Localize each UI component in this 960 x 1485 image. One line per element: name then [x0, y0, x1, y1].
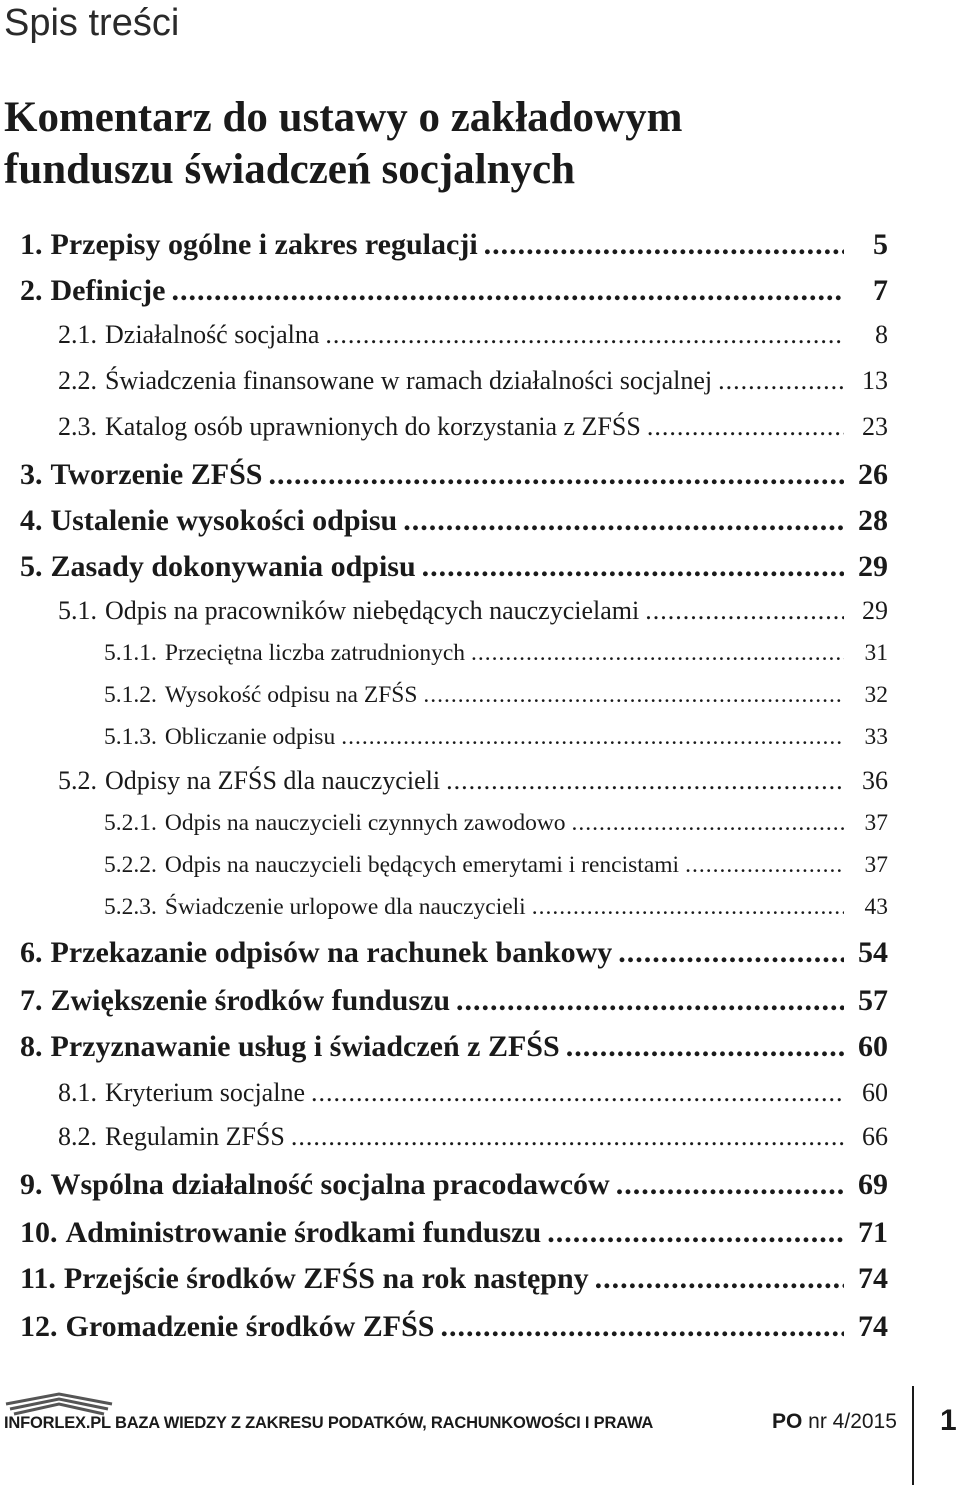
toc-entry-page: 54	[858, 936, 888, 969]
toc-entry-page: 37	[864, 810, 888, 836]
toc-leader-dots	[532, 894, 844, 921]
toc-entry[interactable]	[20, 984, 888, 1018]
toc-entry[interactable]	[20, 1168, 888, 1202]
toc-entry-title: Przepisy ogólne i zakres regulacji	[50, 228, 478, 261]
toc-entry-page: 60	[858, 1030, 888, 1063]
toc-leader-dots	[446, 766, 844, 796]
toc-entry-page: 8	[875, 320, 888, 349]
toc-entry[interactable]	[20, 1030, 888, 1064]
toc-leader-dots	[171, 274, 844, 308]
toc-entry-title: Katalog osób uprawnionych do korzystania z ZFŚS	[105, 412, 641, 441]
toc-leader-dots	[647, 412, 844, 442]
toc-leader-dots	[403, 504, 844, 538]
toc-entry-number: 5.2.3.	[104, 894, 157, 920]
toc-entry-number: 2.2.	[58, 366, 97, 395]
toc-entry-title: Przyznawanie usług i świadczeń z ZFŚS	[50, 1030, 560, 1063]
book-title	[4, 92, 682, 196]
toc-leader-dots	[595, 1262, 844, 1296]
toc-leader-dots	[423, 682, 844, 709]
toc-entry-title: Świadczenie urlopowe dla nauczycieli	[164, 894, 526, 920]
toc-entry-number: 5.2.1.	[104, 810, 157, 836]
toc-entry-title: Tworzenie ZFŚS	[50, 458, 263, 491]
toc-leader-dots	[718, 366, 844, 396]
toc-entry[interactable]	[20, 1310, 888, 1344]
toc-entry-page: 32	[864, 682, 888, 708]
toc-leader-dots	[325, 320, 844, 350]
toc-entry-number: 9.	[20, 1168, 43, 1201]
toc-entry[interactable]	[20, 936, 888, 970]
toc-entry-page: 60	[862, 1078, 888, 1107]
toc-entry[interactable]	[104, 724, 888, 751]
toc-entry[interactable]	[58, 1122, 888, 1152]
page-number: 1	[940, 1404, 957, 1437]
toc-leader-dots	[685, 852, 844, 879]
toc-entry-page: 26	[858, 458, 888, 491]
toc-entry-number: 4.	[20, 504, 43, 537]
toc-entry[interactable]	[58, 766, 888, 796]
toc-entry-page: 29	[858, 550, 888, 583]
toc-entry-number: 8.1.	[58, 1078, 97, 1107]
toc-leader-dots	[616, 1168, 844, 1202]
toc-leader-dots	[341, 724, 844, 751]
toc-entry-number: 5.2.	[58, 766, 97, 795]
toc-entry-number: 5.1.3.	[104, 724, 157, 750]
toc-leader-dots	[572, 810, 844, 837]
toc-entry[interactable]	[104, 852, 888, 879]
toc-entry-page: 29	[862, 596, 888, 625]
section-header: Spis treści	[4, 2, 180, 44]
issue-number	[772, 1410, 897, 1434]
toc-entry[interactable]	[20, 1262, 888, 1296]
toc-entry-title: Definicje	[50, 274, 166, 307]
toc-entry-number: 2.	[20, 274, 43, 307]
toc-entry-page: 43	[864, 894, 888, 920]
toc-entry-title: Kryterium socjalne	[105, 1078, 305, 1107]
toc-entry-page: 57	[858, 984, 888, 1017]
toc-entry-title: Administrowanie środkami funduszu	[65, 1216, 542, 1249]
toc-entry-title: Świadczenia finansowane w ramach działalności socjalnej	[105, 366, 713, 395]
toc-entry[interactable]	[20, 458, 888, 492]
toc-entry-page: 66	[862, 1122, 888, 1151]
toc-leader-dots	[484, 228, 844, 262]
toc-entry-page: 7	[873, 274, 888, 307]
toc-entry[interactable]	[20, 274, 888, 308]
toc-leader-dots	[566, 1030, 844, 1064]
toc-entry-title: Działalność socjalna	[105, 320, 320, 349]
toc-entry-number: 8.2.	[58, 1122, 97, 1151]
issue-text: nr 4/2015	[802, 1410, 897, 1433]
toc-leader-dots	[440, 1310, 844, 1344]
toc-leader-dots	[547, 1216, 844, 1250]
toc-leader-dots	[645, 596, 844, 626]
toc-entry-page: 74	[858, 1310, 888, 1343]
toc-entry-number: 5.1.2.	[104, 682, 157, 708]
toc-entry-title: Odpisy na ZFŚS dla nauczycieli	[105, 766, 441, 795]
toc-entry-page: 74	[858, 1262, 888, 1295]
footer-publisher-text: INFORLEX.PL BAZA WIEDZY Z ZAKRESU PODATKÓW, RACHUNKOWOŚCI I PRAWA	[4, 1414, 654, 1432]
toc-entry-title: Regulamin ZFŚS	[105, 1122, 285, 1151]
toc-entry-number: 5.1.	[58, 596, 97, 625]
toc-entry[interactable]	[104, 682, 888, 709]
toc-leader-dots	[618, 936, 844, 970]
toc-entry[interactable]	[20, 228, 888, 262]
toc-entry-title: Przejście środków ZFŚS na rok następny	[63, 1262, 589, 1295]
toc-entry-title: Odpis na nauczycieli czynnych zawodowo	[164, 810, 566, 836]
toc-entry[interactable]	[58, 1078, 888, 1108]
page-footer	[0, 1380, 960, 1485]
toc-entry-number: 6.	[20, 936, 43, 969]
toc-entry[interactable]	[104, 894, 888, 921]
toc-entry[interactable]	[104, 640, 888, 667]
toc-entry-page: 31	[864, 640, 888, 666]
toc-entry-number: 2.3.	[58, 412, 97, 441]
toc-entry-number: 2.1.	[58, 320, 97, 349]
toc-leader-dots	[268, 458, 844, 492]
toc-entry-number: 8.	[20, 1030, 43, 1063]
toc-entry-page: 33	[864, 724, 888, 750]
toc-entry[interactable]	[20, 504, 888, 538]
toc-entry-page: 69	[858, 1168, 888, 1201]
toc-entry-page: 23	[862, 412, 888, 441]
toc-entry-title: Obliczanie odpisu	[164, 724, 336, 750]
toc-entry[interactable]	[58, 596, 888, 626]
toc-entry[interactable]	[58, 320, 888, 350]
toc-entry[interactable]	[58, 366, 888, 396]
toc-entry-title: Wspólna działalność socjalna pracodawców	[50, 1168, 610, 1201]
toc-entry-number: 3.	[20, 458, 43, 491]
toc-entry[interactable]	[20, 550, 888, 584]
toc-entry-title: Odpis na nauczycieli będących emerytami i rencistami	[164, 852, 680, 878]
toc-entry-number: 5.1.1.	[104, 640, 157, 666]
toc-entry[interactable]	[20, 1216, 888, 1250]
toc-leader-dots	[311, 1078, 844, 1108]
toc-entry-number: 5.	[20, 550, 43, 583]
footer-divider	[912, 1386, 914, 1485]
toc-entry-number: 5.2.2.	[104, 852, 157, 878]
toc-entry-page: 71	[858, 1216, 888, 1249]
issue-prefix: PO	[772, 1410, 803, 1433]
toc-entry-title: Przeciętna liczba zatrudnionych	[164, 640, 466, 666]
toc-leader-dots	[456, 984, 844, 1018]
toc-entry-page: 5	[873, 228, 888, 261]
toc-entry-number: 12.	[20, 1310, 58, 1343]
toc-entry-number: 10.	[20, 1216, 58, 1249]
toc-entry-number: 11.	[20, 1262, 56, 1295]
toc-entry-number: 1.	[20, 228, 43, 261]
toc-entry-title: Ustalenie wysokości odpisu	[50, 504, 398, 537]
toc-entry-page: 37	[864, 852, 888, 878]
toc-entry-title: Gromadzenie środków ZFŚS	[65, 1310, 435, 1343]
toc-entry-title: Zwiększenie środków funduszu	[50, 984, 451, 1017]
toc-entry-page: 13	[862, 366, 888, 395]
toc-entry[interactable]	[104, 810, 888, 837]
toc-entry-title: Wysokość odpisu na ZFŚS	[164, 682, 418, 708]
book-title-line-2: funduszu świadczeń socjalnych	[4, 146, 576, 193]
toc-entry-title: Odpis na pracowników niebędących nauczycielami	[105, 596, 640, 625]
book-title-line-1: Komentarz do ustawy o zakładowym	[4, 94, 683, 141]
toc-entry[interactable]	[58, 412, 888, 442]
toc-entry-number: 7.	[20, 984, 43, 1017]
toc-entry-page: 28	[858, 504, 888, 537]
toc-entry-title: Przekazanie odpisów na rachunek bankowy	[50, 936, 613, 969]
toc-leader-dots	[291, 1122, 844, 1152]
toc-entry-title: Zasady dokonywania odpisu	[50, 550, 416, 583]
toc-leader-dots	[471, 640, 844, 667]
toc-leader-dots	[422, 550, 844, 584]
toc-entry-page: 36	[862, 766, 888, 795]
